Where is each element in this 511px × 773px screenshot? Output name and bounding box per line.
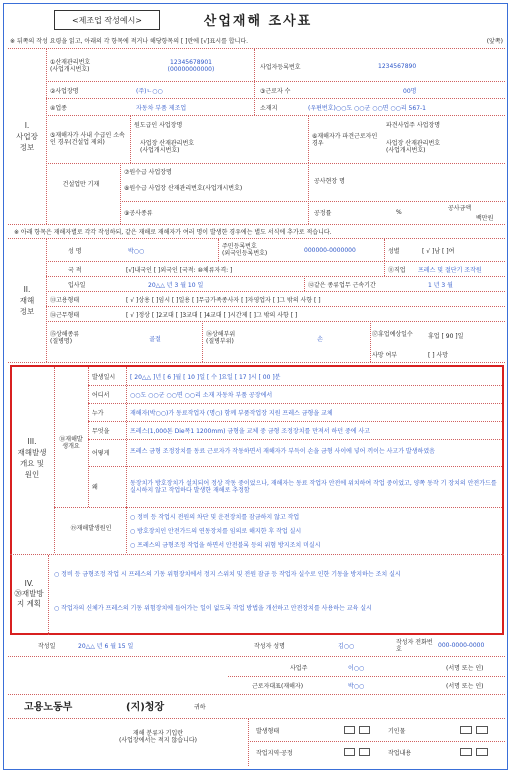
field-work-content: 작업내용 xyxy=(388,749,412,757)
dispatch-number: 사업장 산재관리번호 (사업개시번호) xyxy=(386,139,441,154)
field-cause-object: 기인물 xyxy=(388,727,406,735)
employ-type-label: ⑬고용형태 xyxy=(50,296,80,304)
employ-type-value[interactable]: [ √ ]상용 [ ]임시 [ ]일용 [ ]무급가족종사자 [ ]자영업자 [ ]그 밖의 사항 [ ] xyxy=(126,296,321,304)
cause-item-2: ○ 방호장치인 안전가드의 연동장치를 임의로 해지한 후 작업 실시 xyxy=(130,528,302,535)
how-value: 프레스 금형 조정장치를 동료 근로자가 작동하면서 재해자가 부득이 손을 금형 사이에 넣어 끼이는 사고가 발생하였음 xyxy=(130,448,435,456)
cause-label: ⑲재해발생원인 xyxy=(70,525,112,533)
grid-line xyxy=(384,261,385,276)
where-label: 어디서 xyxy=(92,391,110,399)
section3-title-3: 원인 xyxy=(24,470,40,480)
gender-value[interactable]: [ √ ]남 [ ]여 xyxy=(422,247,455,255)
page-side: (앞쪽) xyxy=(486,37,503,45)
const-number: ⑧원수급 사업장 산재관리번호(사업개시번호) xyxy=(124,185,243,193)
section4-label xyxy=(12,558,46,628)
hire-date-label: 입사일 xyxy=(68,281,86,289)
section2-divider xyxy=(46,239,47,362)
field-cause-object-box[interactable] xyxy=(458,724,504,736)
when-value: [ 20△△ ]년 [ 6 ]월 [ 10 ]일 [ 수 ]요일 [ 17 ]시 [ 00 ]분 xyxy=(130,373,281,381)
grid-line xyxy=(8,362,505,363)
writer-phone-label: 작성자 전화번호 xyxy=(396,638,433,653)
injury-type-value: 골절 xyxy=(149,335,161,343)
nationality-label: 국 적 xyxy=(68,266,82,274)
section3-title-2: 개요 및 xyxy=(19,459,45,468)
grid-line xyxy=(202,321,203,362)
grid-line xyxy=(228,676,505,677)
section1-title-2: 정보 xyxy=(19,143,35,153)
bottom-note: 재해 분류자 기입란 (사업장에서는 적지 않습니다) xyxy=(118,729,198,744)
cause-item-1: ○ 정비 등 작업시 전원의 차단 및 운전장치를 잠금하지 않고 작업 xyxy=(130,514,300,521)
section4-title: ⑳재발방지 계획 xyxy=(14,589,44,608)
field-work-area-box[interactable] xyxy=(342,746,372,758)
why-value: 동장치가 방호장치가 설치되어 정상 작동 중이었으나, 재해자는 동료 작업자 안전에 위치하여 작업 중이었고, 양쪽 동작 기 장치의 안전가드를 실시하지 않고 작업하다 발생한 재해로 추정함 xyxy=(130,479,497,494)
field-work-area: 작업지역·공정 xyxy=(256,749,293,757)
grid-line xyxy=(8,238,505,239)
who-label: 누가 xyxy=(92,409,104,417)
address-label: 소재지 xyxy=(260,104,278,112)
section2-label xyxy=(8,239,46,362)
grid-line xyxy=(308,115,309,163)
where-value: ○○도 ○○군 ○○면 ○○리 소재 자동차 부품 공장에서 xyxy=(130,391,273,399)
tenure-label: ⑫같은 종류업무 근속기간 xyxy=(308,281,376,289)
grid-line xyxy=(126,507,127,553)
address-value: (우편번호)○○도 ○○군 ○○면 ○○리 567-1 xyxy=(308,104,426,112)
writer-phone-value: 000-0000-0000 xyxy=(438,641,485,649)
instruction-text: ※ 뒤쪽의 작성 요령을 읽고, 아래의 각 항목에 적거나 해당항목의 [ ]란에 [√]표시를 합니다. xyxy=(10,37,249,45)
reg-number-label: 사업자등록번호 xyxy=(260,63,301,71)
biz-number-value: 12345678901 (00000000000) xyxy=(167,58,215,73)
grid-line xyxy=(304,276,305,291)
job-value: 프레스 및 절단기 조작원 xyxy=(418,266,482,274)
grid-line xyxy=(88,367,89,507)
who-value: 재해자(박○○)가 동료작업자 (명○) 함께 부품작업장 지원 프레스 금형을 교체 xyxy=(130,409,333,417)
shift-type-value[interactable]: [ √ ]정상 [ ]2교대 [ ]3교대 [ ]4교대 [ ]시간제 [ ]그 밖의 사항 [ ] xyxy=(126,311,298,319)
rep-name: 박○○ xyxy=(348,682,365,690)
const-site-label: 공사현장 명 xyxy=(314,177,345,185)
grid-line xyxy=(8,694,505,695)
section2-title-2: 정보 xyxy=(19,307,35,317)
section2-title-1: 재해 xyxy=(19,295,35,305)
section1-divider xyxy=(46,49,47,224)
write-date-value: 20△△ 년 6 월 15 일 xyxy=(78,642,134,650)
grid-line xyxy=(308,163,309,224)
const-type: ⑨공사종류 xyxy=(124,209,153,217)
grid-line xyxy=(48,555,49,635)
absent-days-value: 휴업 [ 90 ]일 xyxy=(428,332,464,340)
grid-line xyxy=(130,115,131,163)
rep-sign: (서명 또는 인) xyxy=(446,682,484,690)
grid-line xyxy=(8,656,505,657)
grid-line xyxy=(46,163,505,164)
section1-label xyxy=(8,49,46,224)
grid-line xyxy=(54,507,502,508)
grid-line xyxy=(384,239,385,261)
grid-line xyxy=(10,554,504,555)
victim-name-value: 박○○ xyxy=(128,247,145,255)
owner-sign: (서명 또는 인) xyxy=(446,664,484,672)
workers-label: ③근로자 수 xyxy=(260,87,291,95)
industry-value: 자동차 부품 제조업 xyxy=(136,104,187,112)
writer-name-value: 김○○ xyxy=(338,642,355,650)
instruction-line xyxy=(10,33,503,47)
example-tag: <제조업 작성예시> xyxy=(54,10,160,30)
section1-title-1: 사업장 xyxy=(16,131,38,141)
sub-parent-label: 원도급인 사업장명 xyxy=(134,121,183,129)
when-label: 발생일시 xyxy=(92,373,116,381)
owner-name: 이○○ xyxy=(348,664,365,672)
overview-label: ⑱재해발생개요 xyxy=(59,435,83,450)
what-value: 프레스(1,000톤 Die폭1 1200mm) 금형을 교체 중 금형 조정장치를 만져서 하던 중에 사고 xyxy=(130,427,371,435)
grid-line xyxy=(88,466,502,467)
injury-part-label: ⑯상해부위 (질병부위) xyxy=(206,330,236,345)
section1-num: I. xyxy=(24,120,30,130)
dispatch-name: 파견사업주 사업장명 xyxy=(386,121,441,129)
grid-line xyxy=(8,718,505,719)
rep-label: 근로자대표(재해자) xyxy=(252,682,304,690)
grid-line xyxy=(254,49,255,81)
form-title: 산업재해 조사표 xyxy=(203,13,313,29)
victim-name-label: 성 명 xyxy=(68,247,82,255)
grid-line xyxy=(46,115,505,116)
grid-line xyxy=(120,163,121,224)
cause-item-3: ○ 프레스의 금형조정 작업을 하면서 안전블록 등의 위험 방지조치 미실시 xyxy=(130,542,321,549)
grid-line xyxy=(248,741,505,742)
grid-line xyxy=(126,367,127,507)
biz-name-value: (주)ㄴ○○ xyxy=(136,87,163,95)
grid-line xyxy=(370,321,371,362)
table-top-line xyxy=(8,48,505,49)
victim-id-value: 000000-0000000 xyxy=(304,246,356,254)
write-date-label: 작성일 xyxy=(38,642,56,650)
section3-label xyxy=(12,368,52,548)
injury-type-label: ⑮상해종류 (질병명) xyxy=(50,330,80,345)
const-parent: ⑦원수급 사업장명 xyxy=(124,168,172,176)
dispatch-label: ⑥재해자가 파견근로자인 경우 xyxy=(312,132,378,147)
office-name: 고용노동부 xyxy=(24,702,73,713)
section2-num: II. xyxy=(23,284,31,294)
section4-num: IV. xyxy=(24,579,34,588)
shift-type-label: ⑭근무형태 xyxy=(50,311,80,319)
reg-number-value: 1234567890 xyxy=(378,62,417,70)
section3-title-1: 재해발생 xyxy=(17,447,47,457)
section3-num: III. xyxy=(27,436,37,446)
const-amount: 공사금액 xyxy=(448,204,472,212)
office-suffix: 귀하 xyxy=(194,703,206,711)
grid-line xyxy=(218,239,219,261)
const-amount-unit: 백만원 xyxy=(476,214,494,222)
grid-line xyxy=(54,367,55,553)
tenure-value: 1 년 3 월 xyxy=(428,281,453,289)
death-label: 사망 여부 xyxy=(372,351,398,359)
owner-label: 사업주 xyxy=(290,664,308,672)
const-progress: 공정률 xyxy=(314,209,332,217)
field-occurrence-box[interactable] xyxy=(342,724,372,736)
why-label: 왜 xyxy=(92,483,98,491)
grid-line xyxy=(248,718,249,766)
biz-number-label: ①산재관리번호 (사업개시번호) xyxy=(50,58,91,73)
grid-line xyxy=(46,321,505,322)
sub-parent-number: 사업장 산재관리번호 (사업개시번호) xyxy=(140,139,195,154)
injury-part-value: 손 xyxy=(317,335,323,343)
absent-days-label: ⑰휴업예상일수 xyxy=(372,331,413,339)
field-work-content-box[interactable] xyxy=(458,746,504,758)
office-title: (지)청장 xyxy=(126,702,165,713)
construction-label: 건설업만 기재 xyxy=(62,181,100,189)
subcontract-label: ⑤재해자가 사내 수급인 소속인 경우(건설업 제외) xyxy=(50,131,125,146)
how-label: 어떻게 xyxy=(92,449,110,457)
form-inner xyxy=(8,8,505,767)
nationality-value[interactable]: [√]내국인 [ ]외국인 [국적: ⑩체류자격: ] xyxy=(126,266,233,274)
job-label: ⑪직업 xyxy=(388,266,406,274)
const-progress-unit: % xyxy=(396,208,402,216)
hire-date-value: 20△△ 년 3 월 10 일 xyxy=(148,281,204,289)
workers-value: 00명 xyxy=(403,87,417,95)
what-label: 무엇을 xyxy=(92,427,110,435)
prevention-item-1: ○ 정비 등 금형조정 작업 시 프레스의 기동 위험장치에서 정지 스위치 및 전원 잠금 등 작업자 실수로 인한 기동을 방지하는 조치 실시 xyxy=(54,571,401,579)
gender-label: 성별 xyxy=(388,247,400,255)
writer-name-label: 작성자 성명 xyxy=(254,642,285,650)
victim-id-label: 주민등록번호 (외국인등록번호) xyxy=(222,242,268,257)
field-occurrence: 발생형태 xyxy=(256,727,280,735)
death-value[interactable]: [ ] 사망 xyxy=(428,351,449,359)
industry-label: ④업종 xyxy=(50,104,67,112)
form-sheet xyxy=(3,3,508,770)
note-multiple-victims: ※ 아래 항목은 재해자별로 각각 작성하되, 같은 재해로 재해자가 여러 명이 발생한 경우에는 별도 서식에 추가로 적습니다. xyxy=(14,228,332,236)
biz-name-label: ②사업장명 xyxy=(50,87,79,95)
prevention-item-2: ○ 작업자의 신체가 프레스의 기동 위험장치에 들어가는 일이 없도록 작업 방법을 개선하고 안전장치를 사용하는 교육 실시 xyxy=(54,605,372,613)
